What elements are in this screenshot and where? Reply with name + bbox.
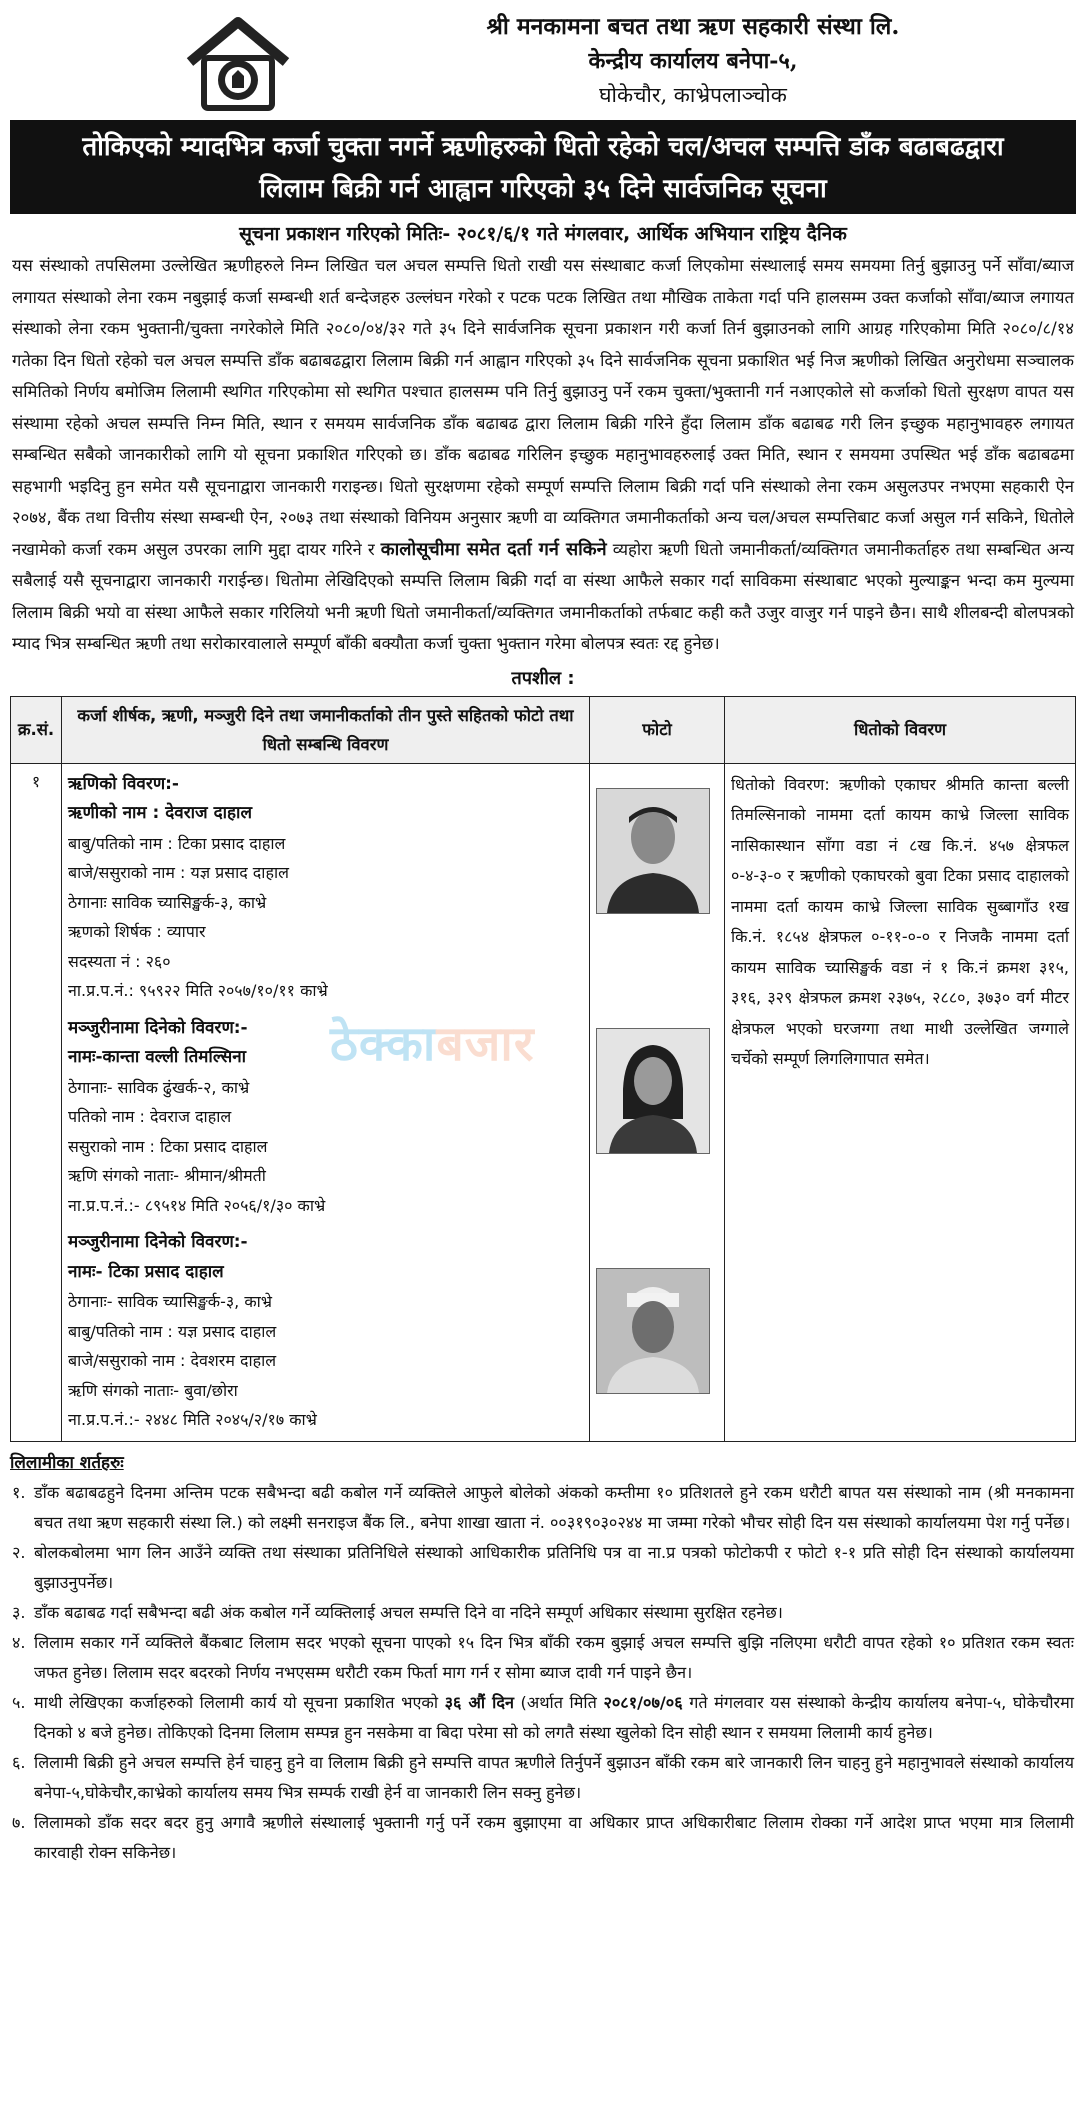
consent2-line: बाजे/ससुराको नाम : देवशरम दाहाल	[68, 1351, 277, 1370]
auction-conditions-title: लिलामीका शर्तहरुः	[10, 1452, 124, 1473]
consent-giver-2-details	[68, 1228, 583, 1435]
consent1-line: ससुराको नाम : टिका प्रसाद दाहाल	[68, 1136, 268, 1156]
row-photos	[590, 763, 725, 1441]
borrower-line: सदस्यता नं : २६०	[68, 951, 171, 971]
col-header-collateral: धितोको विवरण	[725, 696, 1076, 763]
borrower-details	[68, 770, 583, 1006]
item-text: माथी लेखिएका कर्जाहरुको लिलामी कार्य यो सूचना प्रकाशित भएको	[34, 1692, 439, 1712]
item-text: गते मंगलवार यस संस्थाको केन्द्रीय कार्यालय बनेपा-५, घोकेचौरमा दिनको ४ बजे हुनेछ। तोकिएको दिनमा लिलाम सम्पन्न हुन नसकेमा वा बिदा परेमा सो को लगतै संस्था खुलेको दिन सोही स्थान र समयमा लिलामी कार्य हुनेछ।	[34, 1692, 1074, 1742]
list-item	[12, 1538, 1074, 1598]
item-text: लिलामको डाँक सदर बदर हुनु अगावै ऋणीले संस्थालाई भुक्तानी गर्नु पर्ने रकम बुझाएमा वा अधिकार प्राप्त अधिकारीबाट लिलाम रोक्का गर्ने आदेश प्राप्त भएमा मात्र लिलामी कारवाही रोक्न सकिनेछ।	[34, 1812, 1074, 1862]
item-number: १.	[12, 1482, 26, 1502]
item-text: (अर्थात मिति	[520, 1692, 597, 1712]
borrower-line: ऋणको शिर्षक : व्यापार	[68, 922, 206, 941]
col-header-sn: क्र.सं.	[11, 696, 62, 763]
borrower-photo	[596, 788, 710, 914]
row-sn: १	[11, 763, 62, 1441]
watermark-part2: बजार	[436, 1016, 535, 1072]
item-text: डाँक बढाबढहुने दिनमा अन्तिम पटक सबैभन्दा बढी कबोल गर्ने व्यक्तिले आफुले बोलेको अंकको कम्तीमा १० प्रतिशतले हुने रकम धरौटी बापत यस संस्थाको नाम (श्री मनकामना बचत तथा ऋण सहकारी संस्था लि.) को लक्ष्मी सनराइज बैंक लि., बनेपा शाखा खाता नं. ००३१९०३०२४४ मा जम्मा गरेको भौचर सोही दिन यस संस्थाको कार्यालयमा पेश गर्नु पर्नेछ।	[34, 1482, 1074, 1532]
notice-title-line1: तोकिएको म्यादभित्र कर्जा चुक्ता नगर्ने ऋणीहरुको धितो रहेको चल/अचल सम्पत्ति डाँक बढाबढद्वारा	[82, 132, 1004, 162]
auction-date: २०८१/०७/०६	[603, 1692, 683, 1712]
item-number: ६.	[12, 1752, 26, 1772]
consent2-line: ठेगानाः- साविक च्यासिङ्खर्क-३, काभ्रे	[68, 1292, 273, 1311]
consent-giver-1-details	[68, 1014, 583, 1221]
consent2-line: ऋणि संगको नाताः- बुवा/छोरा	[68, 1380, 238, 1400]
organization-info	[310, 10, 1076, 112]
borrower-line: ठेगानाः साविक च्यासिङ्खर्क-३, काभ्रे	[68, 892, 267, 912]
consent1-line: ना.प्र.प.नं.:- ८९५१४ मिति २०५६/१/३० काभ्रे	[68, 1195, 326, 1215]
list-item	[12, 1688, 1074, 1748]
consent2-heading: मञ्जुरीनामा दिनेको विवरण:-	[68, 1232, 248, 1252]
item-text: लिलामी बिक्री हुने अचल सम्पत्ति हेर्न चाहनु हुने वा लिलाम बिक्री हुने सम्पत्ति वापत ऋणीले तिर्नुपर्ने बुझाउन बाँकी रकम बारे जानकारी लिन चाहनु हुने महानुभावले संस्थाको कार्यालय बनेपा-५,घोकेचौर,काभ्रेको कार्यालय समय भित्र सम्पर्क राखी हेर्न वा जानकारी लिन सक्नु हुनेछ।	[34, 1752, 1074, 1802]
auction-day-count: ३६ औं दिन	[444, 1692, 514, 1712]
item-number: ५.	[12, 1692, 26, 1712]
row-details	[62, 763, 590, 1441]
org-address: घोकेचौर, काभ्रेपलाञ्चोक	[599, 83, 787, 107]
col-header-details: कर्जा शीर्षक, ऋणी, मञ्जुरी दिने तथा जमानीकर्ताको तीन पुस्ते सहितको फोटो तथा धितो सम्बन्धि विवरण	[62, 696, 590, 763]
item-text: डाँक बढाबढ गर्दा सबैभन्दा बढी अंक कबोल गर्ने व्यक्तिलाई अचल सम्पत्ति दिने वा नदिने सम्पूर्ण अधिकार संस्थामा सुरक्षित रहनेछ।	[34, 1602, 783, 1622]
table-row	[11, 763, 1076, 1441]
borrower-heading: ऋणिको विवरण:-	[68, 773, 179, 794]
col-header-photo: फोटो	[590, 696, 725, 763]
borrower-line: ना.प्र.प.नं.: ९५९२२ मिति २०५७/१०/११ काभ्रे	[68, 981, 328, 1000]
cooperative-house-logo-icon	[182, 14, 294, 114]
consent2-line: ना.प्र.प.नं.:- २४४८ मिति २०४५/२/१७ काभ्रे	[68, 1410, 317, 1429]
list-item	[12, 1628, 1074, 1688]
borrower-name: ऋणीको नाम : देवराज दाहाल	[68, 803, 252, 823]
notice-title-line2: लिलाम बिक्री गर्न आह्वान गरिएको ३५ दिने सार्वजनिक सूचना	[259, 174, 827, 204]
publication-date: सूचना प्रकाशन गरिएको मितिः- २०८१/६/१ गते मंगलवार, आर्थिक अभियान राष्ट्रिय दैनिक	[239, 223, 847, 245]
consent2-line: बाबु/पतिको नाम : यज्ञ प्रसाद दाहाल	[68, 1321, 277, 1341]
consent1-line: ठेगानाः- साविक ढुंखर्क-२, काभ्रे	[68, 1077, 250, 1097]
borrower-line: बाबु/पतिको नाम : टिका प्रसाद दाहाल	[68, 833, 286, 853]
org-name: श्री मनकामना बचत तथा ऋण सहकारी संस्था लि.	[486, 13, 900, 40]
notice-body-part1: यस संस्थाको तपसिलमा उल्लेखित ऋणीहरुले निम्न लिखित चल अचल सम्पत्ति धितो राखी यस संस्थाबाट कर्जा लिएकोमा संस्थालाई समय समयमा तिर्नु बुझाउनु पर्ने साँवा/ब्याज लगायत संस्थाको लेना रकम नबुझाई कर्जा सम्बन्धी शर्त बन्देजहरु उल्लंघन गरेको र पटक पटक लिखित तथा मौखिक ताकेता गर्दा पनि हालसम्म उक्त कर्जाको साँवा/ब्याज लगायत संस्थाको लेना रकम भुक्तानी/चुक्ता नगरेकोले मिति २०८०/०४/३२ गते ३५ दिने सार्वजनिक सूचना प्रकाशन गरी कर्जा तिर्न बुझाउनको लागि आग्रह गरिएकोमा मिति २०८०/८/१४ गतेका दिन धितो रहेको चल अचल सम्पत्ति डाँक बढाबढद्वारा लिलाम बिक्री गर्न आह्वान गरिएको ३५ दिने सार्वजनिक सूचना प्रकाशित भई निज ऋणीको लिखित अनुरोधमा सञ्चालक समितिको निर्णय बमोजिम लिलामी स्थगित गरिएकोमा सो स्थगित पश्चात हालसम्म पनि तिर्नु बुझाउनु पर्ने रकम चुक्ता/भुक्तानी गर्न नआएकोले सो कर्जाको धितो सुरक्षण वापत यस संस्थामा रहेको अचल सम्पत्ति निम्न मिति, स्थान र समयम सार्वजनिक डाँक बढाबढ द्वारा लिलाम बिक्री गरिने हुँदा लिलाम डाँक बढाबढ गरी लिन इच्छुक महानुभावहरु लगायत सम्बन्धित सबैको जानकारीको लागि यो सूचना प्रकाशित गरिएको छ। डाँक बढाबढ गरिलिन इच्छुक महानुभावहरुलाई उक्त मिति, स्थान र समयमा उपस्थित भई डाँक बढाबढमा सहभागी भइदिनु हुन समेत यसै सूचनाद्वारा जानकारी गराइन्छ। धितो सुरक्षणमा रहेको सम्पूर्ण सम्पत्ति लिलाम बिक्री गर्दा पनि संस्थाको लेना रकम असुलउपर नभएमा सहकारी ऐन २०७४, बैंक तथा वित्तीय संस्था सम्बन्धी ऐन, २०७३ तथा संस्थाको विनियम अनुसार ऋणी वा व्यक्तिगत जमानीकर्ताको अन्य चल/अचल सम्पत्तिबाट कर्जा असुल गर्न सकिने, धितोले नखामेको कर्जा रकम असुल उपरका लागि मुद्दा दायर गरिने र	[12, 256, 1074, 559]
list-item	[12, 1808, 1074, 1868]
notice-body-highlight: कालोसूचीमा समेत दर्ता गर्न सकिने	[380, 538, 607, 560]
consent1-line: पतिको नाम : देवराज दाहाल	[68, 1107, 232, 1126]
schedule-table	[10, 696, 1076, 1442]
notice-body	[12, 250, 1074, 660]
item-number: ३.	[12, 1602, 26, 1622]
schedule-header-row	[11, 696, 1076, 763]
auction-conditions-list	[10, 1478, 1076, 1868]
consent-giver-1-photo	[596, 1028, 710, 1154]
consent-giver-2-photo	[596, 1268, 710, 1394]
schedule-title: तपशील :	[511, 667, 575, 689]
consent2-name: नामः- टिका प्रसाद दाहाल	[68, 1261, 224, 1282]
borrower-line: बाजे/ससुराको नाम : यज्ञ प्रसाद दाहाल	[68, 863, 289, 882]
notice-body-part2: व्यहोरा ऋणी धितो जमानीकर्ता/व्यक्तिगत जमानीकर्ताहरु तथा सम्बन्धित अन्य सबैलाई यसै सूचनाद्वारा जानकारी गराईन्छ। धितोमा लेखिदिएको सम्पत्ति लिलाम बिक्री गर्दा वा संस्था आफैले सकार गर्दा साविकमा संस्थाबाट भएको मुल्याङ्कन भन्दा कम मुल्यमा लिलाम बिक्री भयो वा संस्था आफैले सकार गरिलियो भनी ऋणी धितो जमानीकर्ता/व्यक्तिगत जमानीकर्ताको तर्फबाट कही कतै उजुर वाजुर गर्न पाइने छैन। साथै शीलबन्दी बोलपत्रको म्याद भित्र सम्बन्धित ऋणी तथा सरोकारवालाले सम्पूर्ण बाँकी बक्यौता कर्जा चुक्ता भुक्तान गरेमा बोलपत्र स्वतः रद्द हुनेछ।	[12, 539, 1075, 653]
consent1-name: नामः-कान्ता वल्ली तिमल्सिना	[68, 1047, 247, 1067]
notice-title-banner	[10, 120, 1076, 214]
list-item	[12, 1748, 1074, 1808]
list-item	[12, 1478, 1074, 1538]
consent1-heading: मञ्जुरीनामा दिनेको विवरण:-	[68, 1017, 248, 1038]
consent1-line: ऋणि संगको नाताः- श्रीमान/श्रीमती	[68, 1166, 266, 1185]
item-number: २.	[12, 1542, 26, 1562]
watermark-part1: ठेक्का	[330, 1016, 437, 1072]
org-office: केन्द्रीय कार्यालय बनेपा-५,	[588, 48, 798, 74]
notice-header	[10, 6, 1076, 118]
list-item	[12, 1598, 1074, 1628]
item-number: ४.	[12, 1632, 26, 1652]
row-collateral: धितोको विवरण: ऋणीको एकाघर श्रीमति कान्ता बल्ली तिमल्सिनाको नाममा दर्ता कायम काभ्रे जिल्ला साविक नासिकास्थान साँगा वडा नं ८ख कि.नं. ४५७ क्षेत्रफल ०-४-३-० र ऋणीको एकाघरको बुवा टिका प्रसाद दाहालको नाममा दर्ता कायम काभ्रे जिल्ला साविक सुब्बागाँउ १ख कि.नं. १८५४ क्षेत्रफल ०-११-०-० र निजकै नाममा दर्ता कायम साविक च्यासिङ्खर्क वडा नं १ कि.नं क्रमश ३१५, ३१६, ३२९ क्षेत्रफल क्रमश २३७५, २८८०, ३७३० वर्ग मीटर क्षेत्रफल भएको घरजग्गा तथा माथी उल्लेखित जग्गाले चर्चेको सम्पूर्ण लिगलिगापात समेत।	[725, 763, 1076, 1441]
item-number: ७.	[12, 1812, 26, 1832]
item-text: बोलकबोलमा भाग लिन आउँने व्यक्ति तथा संस्थाका प्रतिनिधिले संस्थाको आधिकारीक प्रतिनिधि पत्र वा ना.प्र पत्रको फोटोकपी र फोटो १-१ प्रति सोही दिन संस्थाको कार्यालयमा बुझाउनुपर्नेछ।	[34, 1542, 1074, 1592]
item-text: लिलाम सकार गर्ने व्यक्तिले बैंकबाट लिलाम सदर भएको सूचना पाएको १५ दिन भित्र बाँकी रकम बुझाई अचल सम्पत्ति बुझि नलिएमा धरौटी वापत रहेको १० प्रतिशत रकम स्वतः जफत हुनेछ। लिलाम सदर बदरको निर्णय नभएसम्म धरौटी रकम फिर्ता माग गर्न र सोमा ब्याज दावी गर्न पाइने छैन।	[34, 1632, 1074, 1682]
